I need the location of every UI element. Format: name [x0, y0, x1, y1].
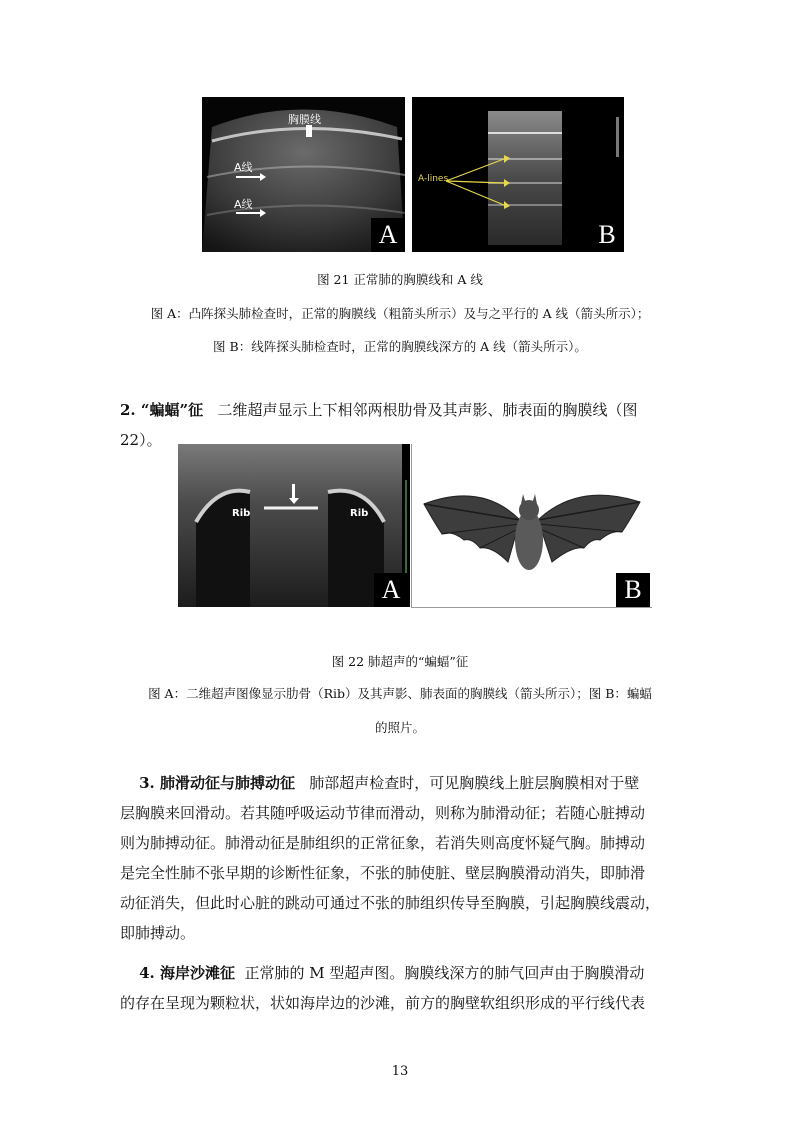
panel-letter: B: [590, 218, 624, 252]
section4-line: 的存在呈现为颗粒状，状如海岸边的沙滩，前方的胸壁软组织形成的平行线代表: [120, 994, 646, 1012]
figure22-note-line2: 的照片。: [374, 720, 425, 735]
rib-label-left: Rib: [232, 508, 251, 519]
a-line-label: A线: [234, 198, 253, 211]
section2-heading: 2. “蝙蝠”征: [120, 401, 204, 419]
figure21-caption: 图 21 正常肺的胸膜线和 A 线: [317, 272, 483, 287]
section3-line: 是完全性肺不张早期的诊断性征象，不张的肺使脏、壁层胸膜滑动消失，即肺滑: [120, 864, 646, 882]
figure22-note-line1: 图 A：二维超声图像显示肋骨（Rib）及其声影、肺表面的胸膜线（箭头所示）；图 B：蝙蝠: [148, 686, 652, 701]
section3-line: 肺部超声检查时，可见胸膜线上脏层胸膜相对于壁: [309, 774, 640, 792]
section2-paragraph: [120, 395, 682, 425]
figure22-caption: 图 22 肺超声的“蝙蝠”征: [331, 654, 469, 669]
panel-letter: A: [374, 573, 408, 607]
page-number: 13: [391, 1064, 409, 1079]
section2-text-line1: 二维超声显示上下相邻两根肋骨及其声影、肺表面的胸膜线（图: [217, 401, 638, 419]
section3-line: 即肺搏动。: [120, 924, 196, 942]
rib-label-right: Rib: [350, 508, 369, 519]
pleural-arrow: [292, 484, 295, 500]
figure21-note-line2: 图 B：线阵探头肺检查时，正常的胸膜线深方的 A 线（箭头所示）。: [213, 339, 587, 354]
figure22-panel-b: [411, 444, 652, 608]
section4-heading: 4. 海岸沙滩征: [139, 964, 235, 982]
figure21-panel-a: [202, 97, 405, 252]
panel-letter: A: [371, 218, 405, 252]
section4-line: 正常肺的 M 型超声图。胸膜线深方的肺气回声由于胸膜滑动: [244, 964, 645, 982]
figure21-panel-b: [412, 97, 624, 252]
section3-line: 动征消失，但此时心脏的跳动可通过不张的肺组织传导至胸膜，引起胸膜线震动，: [120, 894, 661, 912]
section3-paragraph: [120, 768, 682, 948]
a-line-label: A线: [234, 161, 253, 174]
panel-letter: B: [616, 573, 650, 607]
section4-paragraph: [120, 958, 682, 1018]
figure22-panel-a: [178, 444, 410, 607]
a-lines-label: A-lines: [418, 174, 449, 184]
section3-heading: 3. 肺滑动征与肺搏动征: [139, 774, 295, 792]
section3-line: 层胸膜来回滑动。若其随呼吸运动节律而滑动，则称为肺滑动征；若随心脏搏动: [120, 804, 646, 822]
pleural-line-label: 胸膜线: [288, 113, 321, 126]
section3-line: 则为肺搏动征。肺滑动征是肺组织的正常征象，若消失则高度怀疑气胸。肺搏动: [120, 834, 646, 852]
figure21-note-line1: 图 A：凸阵探头肺检查时，正常的胸膜线（粗箭头所示）及与之平行的 A 线（箭头所示）；: [150, 306, 650, 321]
section2-text-line2: 22）。: [120, 431, 162, 449]
